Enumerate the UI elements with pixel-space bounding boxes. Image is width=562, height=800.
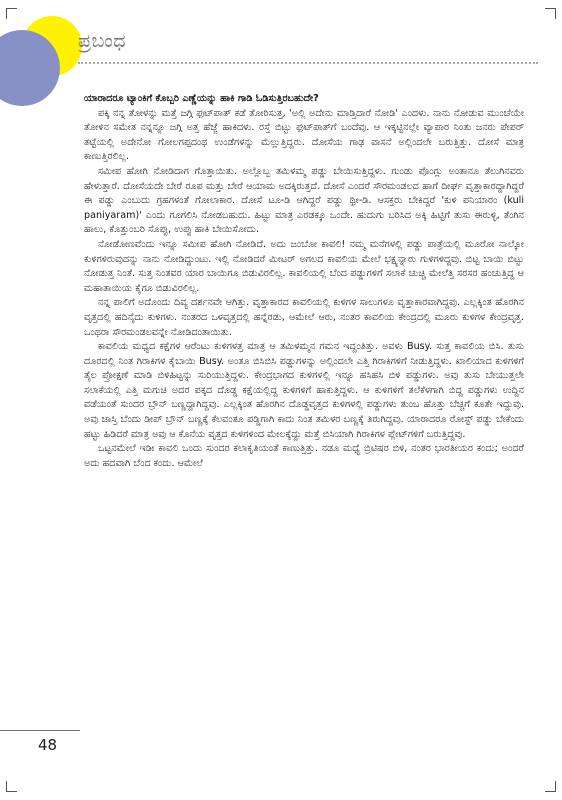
- decorative-circles-icon: [0, 0, 90, 110]
- page-number: 48: [38, 736, 58, 754]
- crop-mark-top-right: [545, 8, 556, 19]
- footer-rule: [0, 730, 80, 731]
- paragraph: ನನ್ನ ಪಾಲಿಗೆ ಅದೊಂದು ದಿವ್ಯ ದರ್ಶನವೇ ಆಗಿತ್ತು. ವೃತ್ತಾಕಾರದ ಕಾವಲಿಯಲ್ಲಿ ಕುಳಿಗಳ ಸಾಲುಗಳೂ ವೃತ್ತಾಕಾರವಾಗಿದ್ದವು. ಎಲ್ಲಕ್ಕಿಂತ ಹೊರಗಿನ ವೃತ್ತದಲ್ಲಿ ಹದಿನೈದು ಕುಳಿಗಳು. ನಂತರದ ಒಳವೃತ್ತದಲ್ಲಿ ಹನ್ನೆರಡು, ಆಮೇಲೆ ಆರು, ನಂತರ ಕಾವಲಿಯ ಕೇಂದ್ರದಲ್ಲಿ ಮೂರು ಕುಳಿಗಳ ಕೇಂದ್ರವೃತ್ತ. ಒಂಥರಾ ಸೌರಮಂಡಲವನ್ನೇ ನೋಡಿದಂತಾಯಿತು.: [84, 297, 524, 338]
- paragraph: ನೋಡೋಣವೆಂದು ಇನ್ನೂ ಸಮೀಪ ಹೋಗಿ ನೋಡಿದೆ. ಅದು ಜಂಬೋ ಕಾವಲಿ! ನಮ್ಮ ಮನೆಗಳಲ್ಲಿ ಪಡ್ಡು ಪಾತ್ರೆಯಲ್ಲಿ ಮೂರೋ ನಾಲ್ಕೋ ಕುಳಿಗಳಿರುವುದನ್ನು ನಾನು ನೋಡಿದ್ದುಂಟು. ಇಲ್ಲಿ ನೋಡಿದರೆ ಮೀಟರ್ ಅಗಲದ ಕಾವಲಿಯ ಮೇಲೆ ಭಕ್ಷ್ಯನ್ನಾರು ಗುಳಿಗಳಿದ್ದವು. ಬಿಟ್ಟ ಬಾಯಿ ಬಿಟ್ಟು ನೋಡುತ್ತ ನಿಂತೆ. ಸುತ್ತ ನಿಂತವರ ಯಾರ ಬಾಯಿಗೂ ಬಿಡುವಿರಲಿಲ್ಲ. ಕಾವಲಿಯಲ್ಲಿ ಬೆಂದ ಪಡ್ಡುಗಳಿಗೆ ಸಲಾಕೆ ಚುಚ್ಚಿ ಮೇಲೆತ್ತಿ ಸರಸರ ಹಂಚುತ್ತಿದ್ದ ಆ ಮಹಾತಾಯಿಯ ಕೈಗೂ ಬಿಡುವಿರಲಿಲ್ಲ.: [84, 238, 524, 294]
- paragraph: ಸಮೀಪ ಹೋಗಿ ನೋಡಿದಾಗ ಗೊತ್ತಾಯಿತು. ಅಲ್ಲೊಬ್ಬ ತಮಿಳಮ್ಮ ಪಡ್ಡು ಬೇಯಿಸುತ್ತಿದ್ದಳು. ಗುಂಡು ಪೊಂಗ್ಲು ಅಂತಾನೂ ತೆಲುಗಿನವರು ಹೇಳುತ್ತಾರೆ. ದೋಸೆಯದೇ ಬೇರೆ ರೂಪ ಮತ್ತು ಬೇರೆ ಆಯಾಮ ಅದಕ್ಕಿರುತ್ತದೆ. ದೋಸೆ ಎಂದರೆ ಸೌರಮಂಡಲದ ಹಾಗೆ ದೀರ್ಘ ವೃತ್ತಾಕಾರದ್ದಾಗಿದ್ದರೆ ಈ ಪಡ್ಡು ಎಂಬುದು ಗ್ರಹಗಳಂತೆ ಗೋಲಾಕಾರ. ದೋಸೆ ಟೂ-ಡಿ ಆಗಿದ್ದರೆ ಪಡ್ಡು ಥ್ರೀ-ಡಿ. ಆಸಕ್ತರು ಬೇಕಿದ್ದರೆ 'ಕುಳಿ ಪನಿಯಾರಂ (kuli paniyaram)' ಎಂದು ಗೂಗಲಿಸಿ ನೋಡಬಹುದು. ಹಿಟ್ಟು ಮಾತ್ರ ಎರಡಕ್ಕೂ ಒಂದೇ. ಹುದುಗು ಬರಿಸಿದ ಅಕ್ಕಿ ಹಿಟ್ಟಿಗೆ ತುಸು ಈರುಳ್ಳಿ, ತೆಂಗಿನ ಹಾಲು, ಕೊತ್ತುಂಬರಿ ಸೊಪ್ಪು, ಉಪ್ಪು ಹಾಕಿ ಬೇಯಿಸೋದು.: [84, 165, 524, 236]
- header-dotted-rule: [78, 62, 538, 64]
- paragraph: ಒಟ್ಟನಮೇಲೆ ಇಡೀ ಕಾವಲಿ ಒಂದು ಸುಂದರ ಕಲಾಕೃತಿಯಂತೆ ಕಾಣುತ್ತಿತ್ತು. ನಡೂ ಮಧ್ಯೆ ಬ್ರಿಟಿಷರ ಬಿಳಿ, ನಂತರ ಭಾರತೀಯರ ಕಂದು; ಅಂದರೆ ಅದು ಹದವಾಗಿ ಬೆಂದ ಕಂದು. ಆಮೇಲೆ: [84, 443, 524, 469]
- section-title: ಪ್ರಬಂಧ: [78, 30, 127, 52]
- paragraph: ಯಾರಾದರೂ ಟ್ಯಾಂಕಿಗೆ ಕೊಬ್ಬರಿ ಎಣ್ಣೆಯನ್ನು ಹಾಕಿ ಗಾಡಿ ಓಡಿಸುತ್ತಿರಬಹುದೇ?: [84, 93, 319, 104]
- paragraph: ಕಾವಲಿಯ ಮಧ್ಯದ ಕಕ್ಷೆಗಳ ಆರೆಂಟು ಕುಳಿಗಳತ್ತ ಮಾತ್ರ ಆ ತಮಿಳಮ್ಮನ ಗಮನ ಇದ್ದಂತಿತ್ತು. ಅವಳು Busy. ಸುತ್ತ ಕಾವಲಿಯ ಬಿಸಿ. ತುಸು ದೂರದಲ್ಲಿ ನಿಂತ ಗಿರಾಕಿಗಳ ಕೈಬಾಯಿ Busy. ಅಂತೂ ಬಿಸಿಬಿಸಿ ಪಡ್ಡುಗಳನ್ನು ಅಲ್ಲಿಂದಲೇ ಎತ್ತಿ ಗಿರಾಕಿಗಳಿಗೆ ನೀಡುತ್ತಿದ್ದಳು. ಖಾಲಿಯಾದ ಕುಳಿಗಳಿಗೆ ತೈಲ ಪ್ರೋಕ್ಷಣೆ ಮಾಡಿ ಬಿಳಿಹಿಟ್ಟನ್ನು ಸುರಿಯುತ್ತಿದ್ದಳು. ಕೇಂದ್ರಭಾಗದ ಕುಳಿಗಳಲ್ಲಿ ಇನ್ನೂ ಹಸಿಹಸಿ ಬಿಳಿ ಪಡ್ಡುಗಳು. ಅವು ತುಸು ಬೇಯುತ್ತಲೇ ಸಲಾಕೆಯಲ್ಲಿ ಎತ್ತಿ ಮಗುಚಿ ಅದರ ಪಕ್ಕದ ದೊಡ್ಡ ಕಕ್ಷೆಯಲ್ಲಿದ್ದ ಕುಳಿಗಳಿಗೆ ಹಾಕುತ್ತಿದ್ದಳು. ಆ ಕುಳಿಗಳಿಗೆ ತಲೆಕೆಳಗಾಗಿ ಬಿದ್ದ ಪಡ್ಡುಗಳು ಉದ್ದಿನ ವಡೆಯಂತೆ ಸುಂದರ ಬ್ರೌನ್ ಬಣ್ಣದ್ದಾಗಿದ್ದವು. ಎಲ್ಲಕ್ಕಿಂತ ಹೊರಗಿನ ದೊಡ್ಡವೃತ್ತದ ಕುಳಿಗಳಲ್ಲಿ ಪಡ್ಡುಗಳು ತುಂಬ ಹೊತ್ತು ಬೆಚ್ಚಗೆ ಕೂತೇ ಇದ್ದುವು. ಅವು ಜಾಸ್ತಿ ಬೆಂದು ಡೀಪ್ ಬ್ರೌನ್ ಬಣ್ಣಕ್ಕೆ ಕೆಲವಂತೂ ಪಡ್ಡಿಗಾಗಿ ಕಾದು ನಿಂತ ತಮಿಳರ ಬಣ್ಣಕ್ಕೆ ತಿರುಗಿದ್ದವು. ಯಾರಾದರೂ ರೋಸ್ಟ್ ಪಡ್ಡು ಬೇಕೆಂದು ಹಟ್ಟು ಹಿಡಿದರೆ ಮಾತ್ರ ಅವು ಆ ಕೊನೆಯ ವೃತ್ತದ ಕುಳಿಗಳಿಂದ ಮೇಲಕ್ಕೆದ್ದು ಮತ್ತೆ ಬಿಸಿಯಾಗಿ ಗಿರಾಕಿಗಳ ಪ್ಲೇಟ್‌ಗಳಿಗೆ ಬರುತ್ತಿದ್ದವು.: [84, 341, 524, 440]
- article-body: [84, 92, 524, 722]
- paragraph: ಪಕ್ಕಿ ನನ್ನ ತೋಳನ್ನು ಮತ್ತೆ ಜಗ್ಗಿ ಫುಟ್‌ಪಾತ್ ಕಡೆ ತೋರಿಸುತ್ತ, 'ಅಲ್ಲಿ ಅದೇನು ಮಾಡ್ತಿದಾರೆ ನೋಡಿ' ಎಂದಳು. ನಾನು ನೋಡುವ ಮುಂಚೆಯೇ ತೋಳಿನ ಸಮೇತ ನನ್ನನ್ನೂ ಜಗ್ಗಿ ಅತ್ತ ಹೆಜ್ಜೆ ಹಾಕಿದಳು. ರಸ್ತೆ ಬಿಟ್ಟು ಫುಟ್‌ಪಾತ್‌ಗೆ ಬಂದೆವು. ಆ ಇಕ್ಕಟ್ಟಿನಲ್ಲೇ ವ್ಯಾಪಾರ ನಿಂತು ಜನರು ಪೇಪರ್ ತಟ್ಟೆಯಲ್ಲಿ ಅದೇನೋ ಗೋಲಗಪ್ಪದಂಥ ಉಂಡೆಗಳನ್ನು ಮೆಲ್ಲುತ್ತಿದ್ದರು. ದೋಸೆಯ ಗಾಢ ವಾಸನೆ ಅಲ್ಲಿಂದಲೇ ಬರುತ್ತಿತ್ತು. ದೋಸೆ ಮಾತ್ರ ಕಾಣುತ್ತಿರಲಿಲ್ಲ.: [84, 107, 524, 163]
- crop-mark-bottom-left: [6, 781, 17, 792]
- crop-mark-bottom-right: [545, 781, 556, 792]
